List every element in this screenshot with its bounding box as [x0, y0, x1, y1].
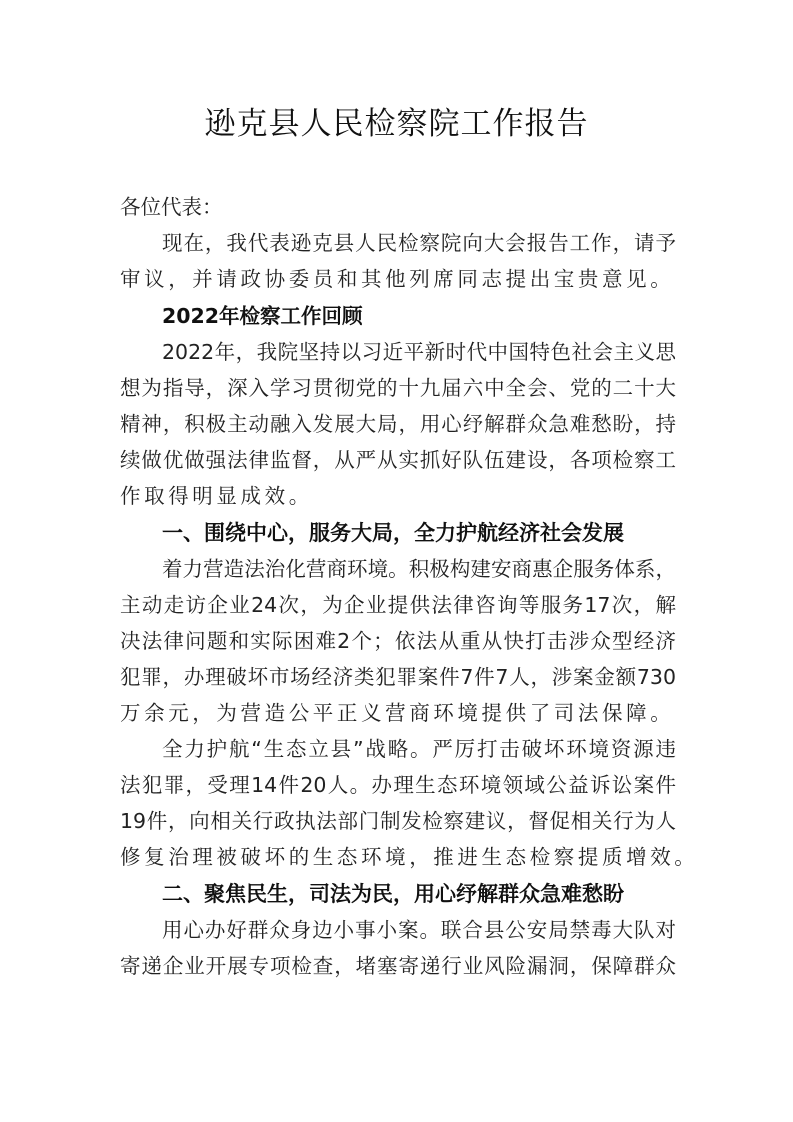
paragraph-line: 19件，向相关行政执法部门制发检察建议，督促相关行为人: [120, 809, 676, 833]
paragraph-line: 着力营造法治化营商环境。积极构建安商惠企服务体系，: [162, 557, 676, 581]
paragraph-line: 想为指导，深入学习贯彻党的十九届六中全会、党的二十大: [120, 376, 676, 400]
paragraph-line: 用心办好群众身边小事小案。联合县公安局禁毒大队对: [162, 918, 676, 942]
section-heading-1: 一、围绕中心，服务大局，全力护航经济社会发展: [162, 521, 624, 545]
paragraph-line: 审议，并请政协委员和其他列席同志提出宝贵意见。: [120, 267, 675, 291]
paragraph-line: 法犯罪，受理14件20人。办理生态环境领域公益诉讼案件: [120, 773, 676, 797]
paragraph-line: 主动走访企业24次，为企业提供法律咨询等服务17次，解: [120, 593, 676, 617]
section-heading-review: 2022年检察工作回顾: [162, 304, 363, 328]
document-title: 逊克县人民检察院工作报告: [204, 106, 589, 142]
paragraph-line: 精神，积极主动融入发展大局，用心纾解群众急难愁盼，持: [120, 412, 676, 436]
paragraph-line: 续做优做强法律监督，从严从实抓好队伍建设，各项检察工: [120, 448, 676, 472]
paragraph-line: 万余元，为营造公平正义营商环境提供了司法保障。: [120, 701, 675, 725]
paragraph-line: 作取得明显成效。: [120, 484, 313, 508]
paragraph-line: 修复治理被破坏的生态环境，推进生态检察提质增效。: [120, 845, 699, 869]
paragraph-line: 决法律问题和实际困难2个；依法从重从快打击涉众型经济: [120, 629, 676, 653]
salutation: 各位代表：: [120, 195, 223, 219]
paragraph-line: 2022年，我院坚持以习近平新时代中国特色社会主义思: [162, 340, 676, 364]
paragraph-line: 现在，我代表逊克县人民检察院向大会报告工作，请予: [162, 231, 676, 255]
section-heading-2: 二、聚焦民生，司法为民，用心纾解群众急难愁盼: [162, 882, 624, 906]
paragraph-line: 寄递企业开展专项检查，堵塞寄递行业风险漏洞，保障群众: [120, 954, 676, 978]
paragraph-line: 全力护航“生态立县”战略。严厉打击破坏环境资源违: [162, 737, 676, 761]
paragraph-line: 犯罪，办理破坏市场经济类犯罪案件7件7人，涉案金额730: [120, 665, 676, 689]
